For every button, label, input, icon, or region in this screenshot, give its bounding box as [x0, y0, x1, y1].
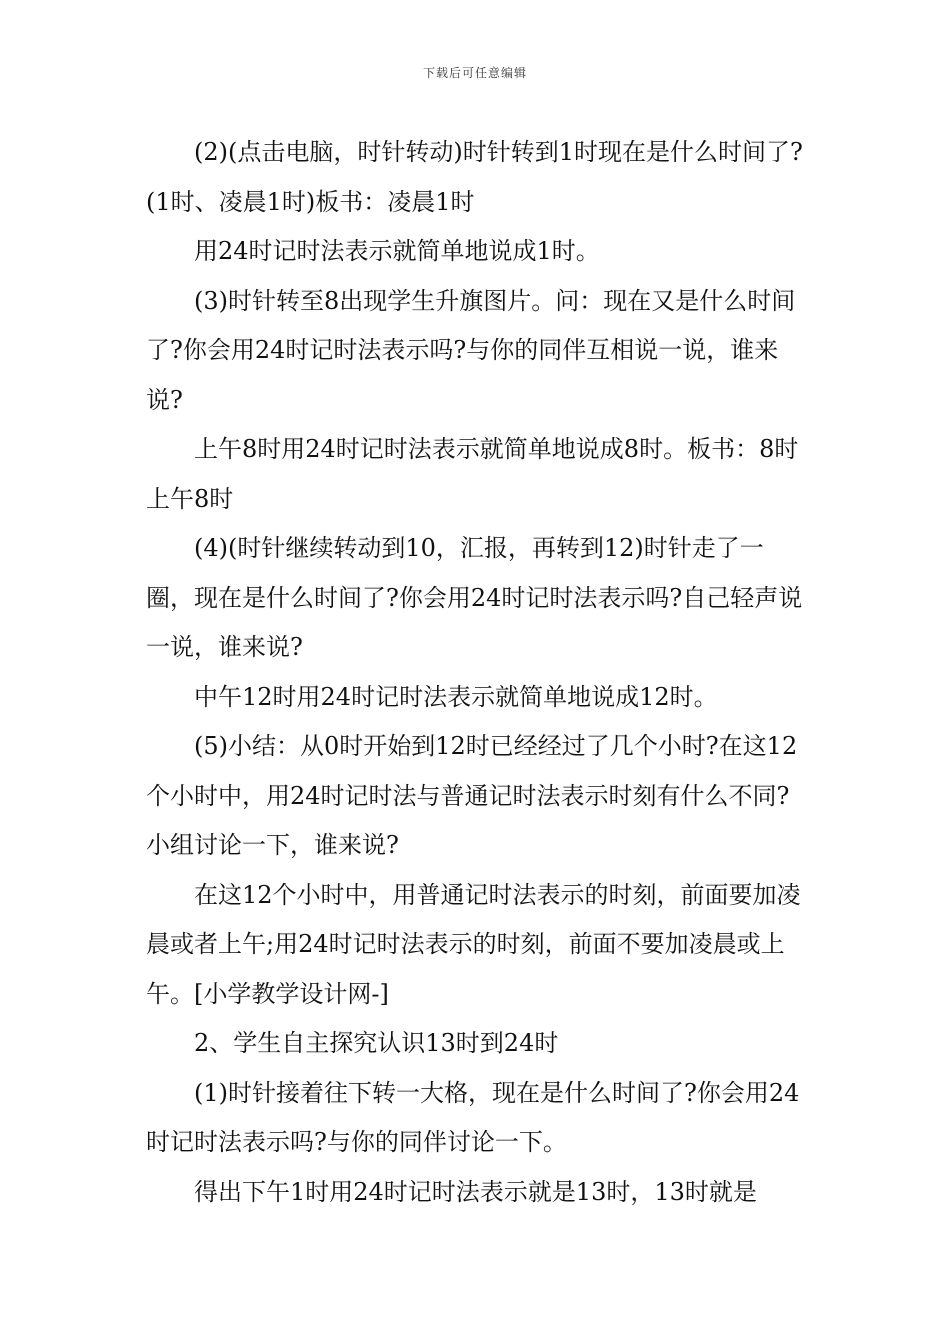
paragraph: 用24时记时法表示就简单地说成1时。: [194, 237, 600, 265]
paragraph: (1)时针接着往下转一大格，现在是什么时间了?你会用24时记时法表示吗?与你的同伴讨论一下。: [146, 1078, 800, 1156]
document-body: [146, 128, 811, 1217]
paragraph: 在这12个小时中，用普通记时法表示的时刻，前面要加凌晨或者上午;用24时记时法表示的时刻，前面不要加凌晨或上午。[小学教学设计网-]: [146, 880, 801, 1008]
paragraph: 得出下午1时用24时记时法表示就是13时，13时就是: [194, 1177, 757, 1206]
paragraph: (2)(点击电脑，时针转动)时针转到1时现在是什么时间了?(1时、凌晨1时)板书：凌晨1时: [146, 138, 803, 216]
paragraph: (3)时针转至8出现学生升旗图片。问：现在又是什么时间了?你会用24时记时法表示吗?与你的同伴互相说一说，谁来说?: [146, 286, 796, 414]
paragraph: (4)(时针继续转动到10，汇报，再转到12)时针走了一圈，现在是什么时间了?你会用24时记时法表示吗?自己轻声说一说，谁来说?: [146, 534, 803, 661]
paragraph: 上午8时用24时记时法表示就简单地说成8时。板书：8时上午8时: [146, 435, 799, 513]
header-note: 下载后可任意编辑: [422, 66, 527, 80]
paragraph: 中午12时用24时记时法表示就简单地说成12时。: [194, 682, 718, 711]
paragraph: (5)小结：从0时开始到12时已经经过了几个小时?在这12个小时中，用24时记时法与普通记时法表示时刻有什么不同?小组讨论一下，谁来说?: [146, 732, 798, 859]
paragraph: 2、学生自主探究认识13时到24时: [194, 1029, 559, 1057]
